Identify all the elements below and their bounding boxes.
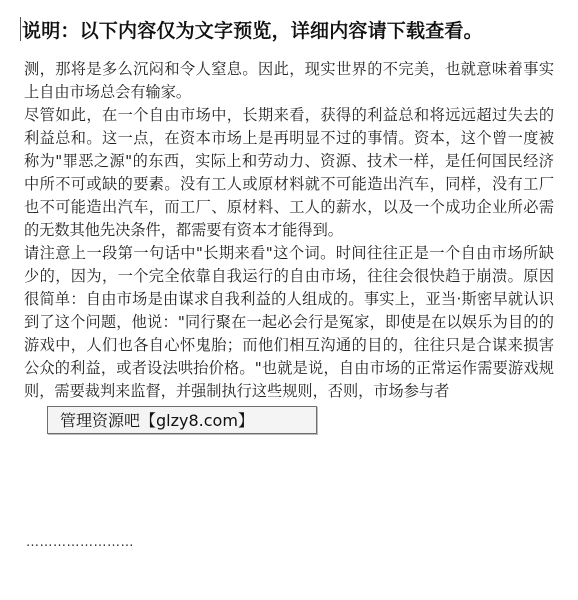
document-body	[24, 58, 554, 403]
preview-notice: 说明：以下内容仅为文字预览，详细内容请下载查看。	[22, 16, 483, 43]
watermark-stamp: 管理资源吧【glzy8.com】	[47, 406, 317, 434]
paragraph: 测，那将是多么沉闷和令人窒息。因此，现实世界的不完美，也就意味着事实上自由市场总会有输家。	[24, 60, 554, 101]
truncation-ellipsis: ……………………	[26, 535, 134, 550]
paragraph: 尽管如此，在一个自由市场中，长期来看，获得的利益总和将远远超过失去的利益总和。这一点，在资本市场上是再明显不过的事情。资本，这个曾一度被称为"罪恶之源"的东西，实际上和劳动力、资源、技术一样，是任何国民经济中所不可或缺的要素。没有工人或原材料就不可能造出汽车，同样，没有工厂也不可能造出汽车，而工厂、原材料、工人的薪水，以及一个成功企业所必需的无数其他先决条件，都需要有资本才能得到。	[24, 106, 554, 239]
paragraph: 请注意上一段第一句话中"长期来看"这个词。时间往往正是一个自由市场所缺少的，因为，一个完全依靠自我运行的自由市场，往往会很快趋于崩溃。原因很简单：自由市场是由谋求自我利益的人组成的。事实上，亚当·斯密早就认识到了这个问题，他说："同行聚在一起必会行是冤家，即使是在以娱乐为目的的游戏中，人们也各自心怀鬼胎；而他们相互沟通的目的，往往只是合谋来损害公众的利益，或者设法哄抬价格。"也就是说，自由市场的正常运作需要游戏规则，需要裁判来监督，并强制执行这些规则，否则，市场参与者	[24, 244, 554, 400]
